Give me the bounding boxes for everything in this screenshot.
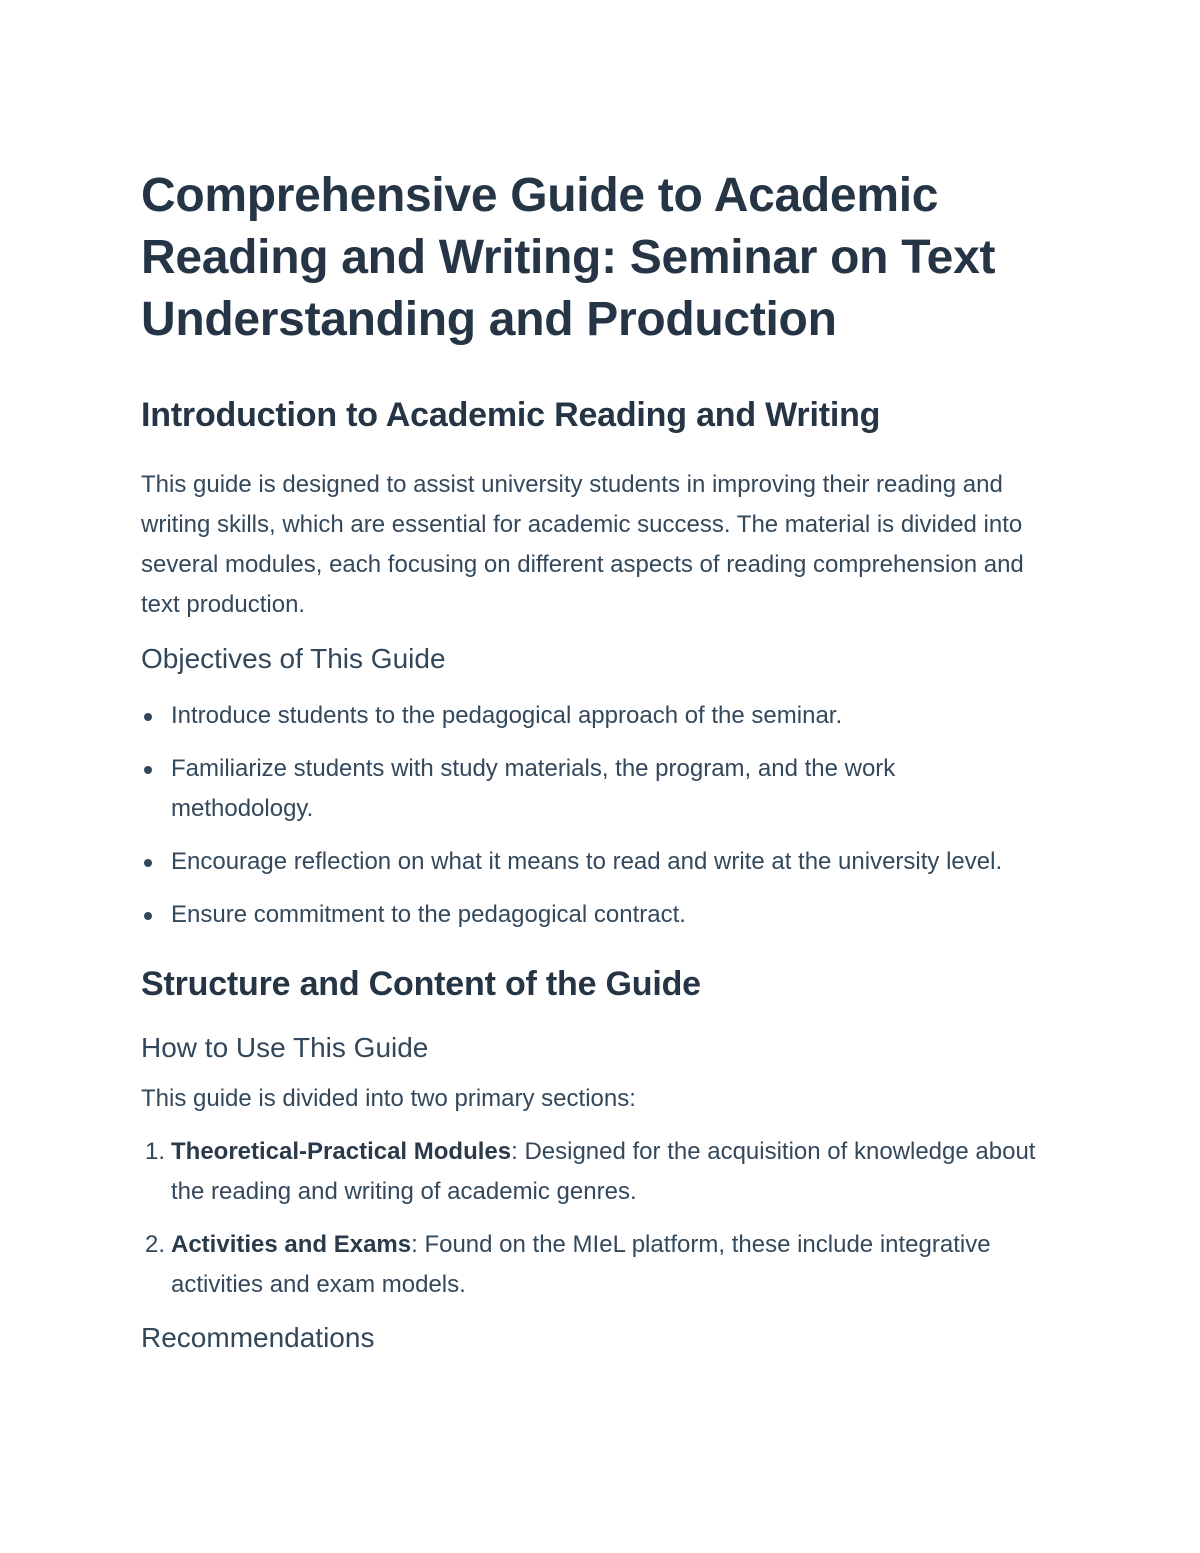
- list-item: [141, 696, 1041, 736]
- bullet-icon: [144, 859, 152, 867]
- objective-text: Ensure commitment to the pedagogical contract.: [171, 901, 686, 928]
- objective-text: Encourage reflection on what it means to read and write at the university level.: [171, 848, 1003, 875]
- section-term: Theoretical-Practical Modules: [171, 1138, 512, 1165]
- section-term: Activities and Exams: [171, 1231, 412, 1258]
- recommendations-heading: Recommendations: [141, 1322, 375, 1353]
- objective-text: Introduce students to the pedagogical approach of the seminar.: [171, 702, 843, 729]
- bullet-icon: [144, 713, 152, 721]
- list-number: 1.: [145, 1138, 166, 1165]
- section-description: : Designed for the acquisition of knowledge about the reading and writing of academic genres.: [171, 1138, 1036, 1205]
- objectives-list: [141, 696, 1041, 935]
- intro-heading: Introduction to Academic Reading and Writing: [141, 396, 881, 434]
- list-item: [141, 749, 1041, 829]
- list-item: [141, 1132, 1041, 1212]
- list-number: 2.: [145, 1231, 166, 1258]
- how-to-use-heading: How to Use This Guide: [141, 1032, 429, 1063]
- structure-heading: Structure and Content of the Guide: [141, 965, 701, 1003]
- list-item: [141, 1225, 1041, 1305]
- document-title: Comprehensive Guide to Academic Reading and Writing: Seminar on Text Understanding and Production: [141, 169, 996, 346]
- document-page: [141, 165, 1041, 1358]
- bullet-icon: [144, 766, 152, 774]
- section-description: : Found on the MIeL platform, these include integrative activities and exam models.: [171, 1231, 991, 1298]
- sections-list: [141, 1132, 1041, 1305]
- list-item: [141, 895, 1041, 935]
- bullet-icon: [144, 912, 152, 920]
- intro-paragraph: This guide is designed to assist university students in improving their reading and writing skills, which are essential for academic success. The material is divided into several modules, each focusing on different aspects of reading comprehension and text production.: [141, 471, 1024, 618]
- objectives-heading: Objectives of This Guide: [141, 643, 446, 674]
- how-to-use-paragraph: This guide is divided into two primary sections:: [141, 1085, 636, 1112]
- objective-text: Familiarize students with study materials, the program, and the work methodology.: [171, 755, 896, 822]
- list-item: [141, 842, 1041, 882]
